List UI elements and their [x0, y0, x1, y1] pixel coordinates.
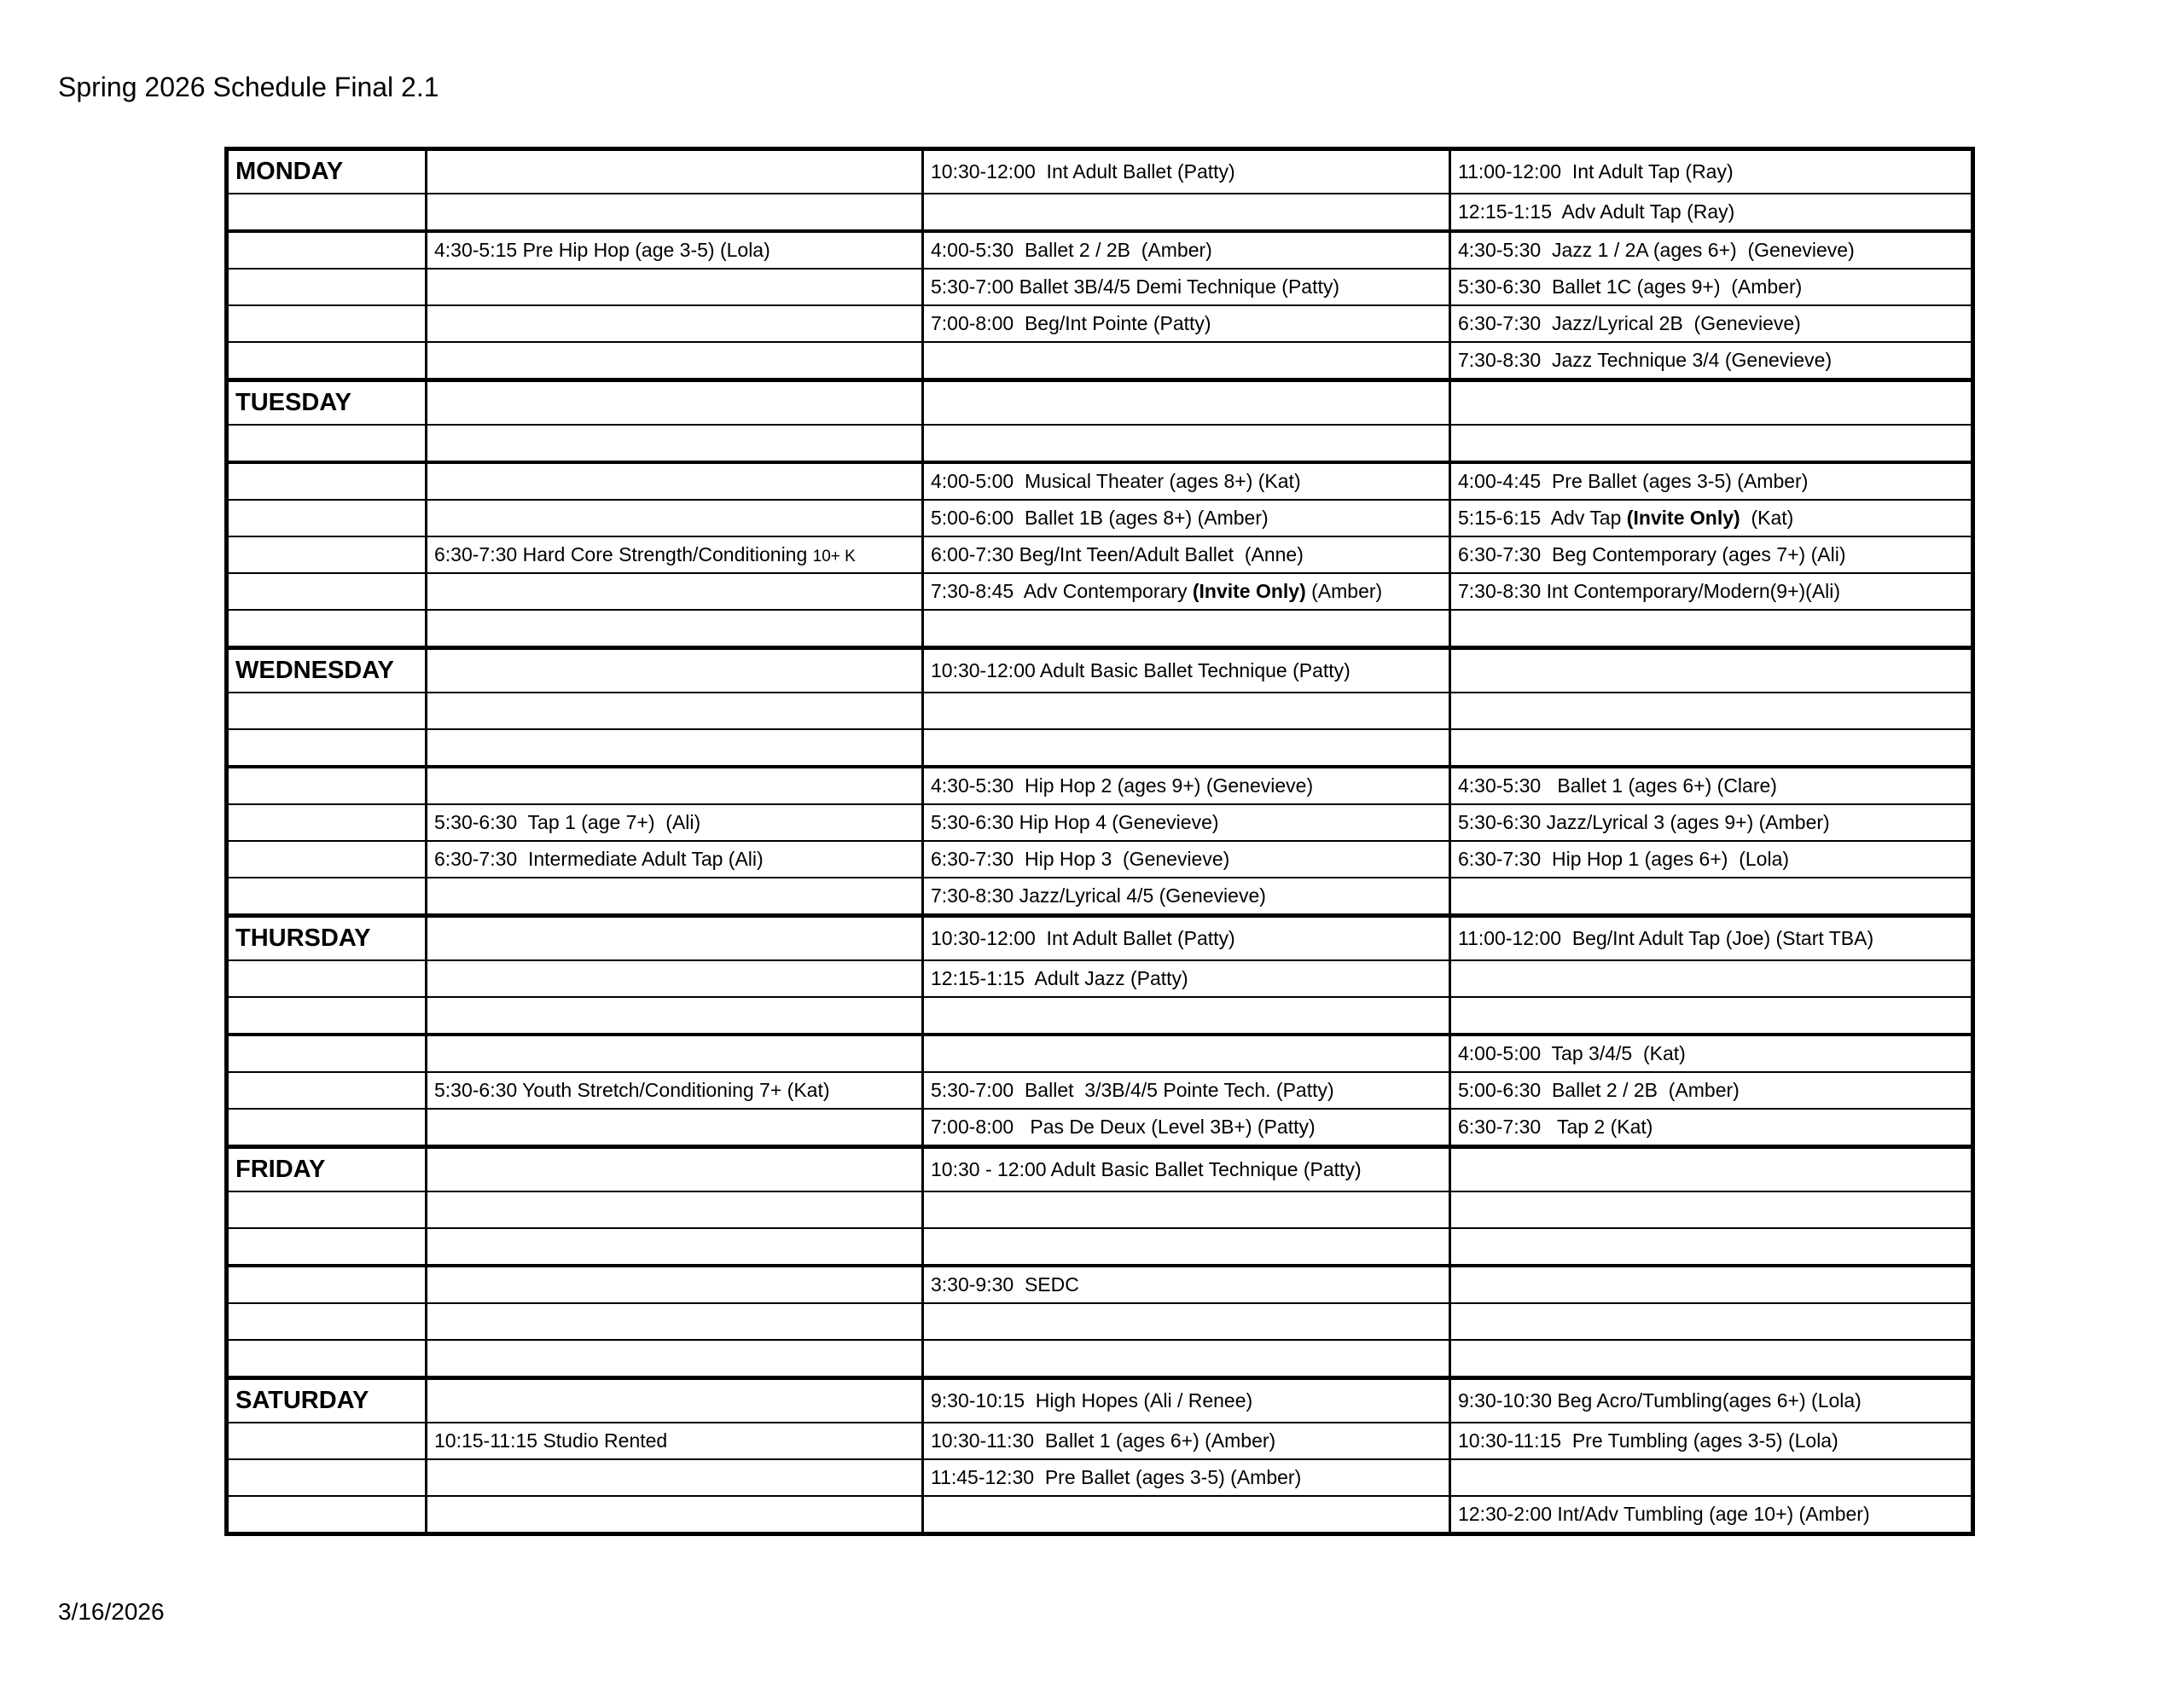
schedule-cell [227, 305, 427, 342]
schedule-cell [227, 1340, 427, 1378]
schedule-cell [227, 841, 427, 878]
table-row [227, 194, 1973, 231]
table-row [227, 1423, 1973, 1459]
schedule-cell [923, 1340, 1450, 1378]
table-row [227, 1303, 1973, 1340]
table-row [227, 573, 1973, 610]
schedule-cell [227, 960, 427, 997]
table-row [227, 462, 1973, 500]
table-row [227, 500, 1973, 536]
schedule-cell [427, 610, 923, 648]
schedule-table [224, 147, 1975, 1536]
schedule-cell: 4:00-5:00 Tap 3/4/5 (Kat) [1450, 1035, 1973, 1072]
schedule-cell [227, 1423, 427, 1459]
schedule-cell: 6:30-7:30 Intermediate Adult Tap (Ali) [427, 841, 923, 878]
table-row [227, 231, 1973, 269]
cell-text-segment: 6:30-7:30 Hard Core Strength/Conditioning [434, 542, 813, 565]
schedule-cell [427, 960, 923, 997]
schedule-cell: 4:30-5:15 Pre Hip Hop (age 3-5) (Lola) [427, 231, 923, 269]
schedule-cell [427, 1035, 923, 1072]
table-row [227, 729, 1973, 767]
table-row [227, 536, 1973, 573]
day-label: THURSDAY [227, 916, 427, 961]
schedule-cell [1450, 500, 1973, 536]
schedule-cell: 4:30-5:30 Ballet 1 (ages 6+) (Clare) [1450, 767, 1973, 804]
schedule-cell [427, 536, 923, 573]
schedule-cell [427, 305, 923, 342]
schedule-cell [1450, 1340, 1973, 1378]
schedule-cell: 5:30-6:30 Ballet 1C (ages 9+) (Amber) [1450, 269, 1973, 305]
schedule-cell [923, 610, 1450, 648]
schedule-cell [427, 1147, 923, 1192]
schedule-cell: 4:00-4:45 Pre Ballet (ages 3-5) (Amber) [1450, 462, 1973, 500]
schedule-cell: 10:30-12:00 Adult Basic Ballet Technique (Patty) [923, 648, 1450, 693]
table-row [227, 1378, 1973, 1423]
schedule-cell: 3:30-9:30 SEDC [923, 1266, 1450, 1303]
table-row [227, 767, 1973, 804]
schedule-cell [427, 693, 923, 729]
schedule-cell: 10:30 - 12:00 Adult Basic Ballet Technique (Patty) [923, 1147, 1450, 1192]
schedule-cell [923, 1191, 1450, 1228]
schedule-cell [227, 194, 427, 231]
schedule-cell: 10:30-11:15 Pre Tumbling (ages 3-5) (Lola) [1450, 1423, 1973, 1459]
schedule-cell [1450, 1303, 1973, 1340]
day-label: FRIDAY [227, 1147, 427, 1192]
schedule-cell [1450, 878, 1973, 916]
schedule-cell: 7:30-8:30 Jazz Technique 3/4 (Genevieve) [1450, 342, 1973, 380]
schedule-cell: 12:15-1:15 Adv Adult Tap (Ray) [1450, 194, 1973, 231]
schedule-cell [1450, 425, 1973, 462]
schedule-body [227, 149, 1973, 1534]
schedule-cell [427, 767, 923, 804]
table-row [227, 1035, 1973, 1072]
schedule-cell: 11:00-12:00 Int Adult Tap (Ray) [1450, 149, 1973, 194]
schedule-cell [1450, 997, 1973, 1035]
schedule-cell: 10:30-11:30 Ballet 1 (ages 6+) (Amber) [923, 1423, 1450, 1459]
schedule-cell [227, 1459, 427, 1496]
schedule-cell: 11:45-12:30 Pre Ballet (ages 3-5) (Amber) [923, 1459, 1450, 1496]
schedule-cell [227, 1266, 427, 1303]
schedule-cell [227, 997, 427, 1035]
schedule-cell [427, 380, 923, 426]
schedule-cell [427, 342, 923, 380]
schedule-cell [1450, 1147, 1973, 1192]
schedule-cell [227, 500, 427, 536]
schedule-cell: 7:00-8:00 Beg/Int Pointe (Patty) [923, 305, 1450, 342]
schedule-cell [227, 729, 427, 767]
schedule-cell [1450, 648, 1973, 693]
table-row [227, 305, 1973, 342]
schedule-cell [227, 231, 427, 269]
table-row [227, 1191, 1973, 1228]
schedule-cell: 5:00-6:30 Ballet 2 / 2B (Amber) [1450, 1072, 1973, 1109]
schedule-cell [227, 536, 427, 573]
schedule-cell [427, 1303, 923, 1340]
schedule-cell [227, 1109, 427, 1147]
schedule-cell [227, 1228, 427, 1266]
schedule-cell [427, 425, 923, 462]
schedule-cell [923, 1303, 1450, 1340]
page-title: Spring 2026 Schedule Final 2.1 [58, 72, 439, 102]
table-row [227, 804, 1973, 841]
table-row [227, 1072, 1973, 1109]
schedule-cell: 5:00-6:00 Ballet 1B (ages 8+) (Amber) [923, 500, 1450, 536]
cell-text-segment: (Amber) [1305, 579, 1383, 602]
schedule-cell [427, 269, 923, 305]
schedule-cell [227, 1035, 427, 1072]
schedule-cell [227, 878, 427, 916]
table-row [227, 648, 1973, 693]
schedule-cell [427, 729, 923, 767]
table-row [227, 1228, 1973, 1266]
table-row [227, 997, 1973, 1035]
table-row [227, 1340, 1973, 1378]
cell-text-segment: (Invite Only) [1626, 506, 1740, 529]
schedule-cell [923, 573, 1450, 610]
schedule-cell [427, 1340, 923, 1378]
schedule-cell: 5:30-6:30 Jazz/Lyrical 3 (ages 9+) (Amber) [1450, 804, 1973, 841]
schedule-cell [427, 194, 923, 231]
schedule-cell: 4:30-5:30 Hip Hop 2 (ages 9+) (Genevieve) [923, 767, 1450, 804]
schedule-cell [427, 573, 923, 610]
schedule-cell [427, 1378, 923, 1423]
schedule-cell [1450, 693, 1973, 729]
schedule-cell [1450, 1266, 1973, 1303]
schedule-cell: 6:30-7:30 Tap 2 (Kat) [1450, 1109, 1973, 1147]
schedule-cell: 12:15-1:15 Adult Jazz (Patty) [923, 960, 1450, 997]
table-row [227, 269, 1973, 305]
schedule-cell [427, 997, 923, 1035]
schedule-cell [1450, 610, 1973, 648]
schedule-cell [227, 1496, 427, 1534]
schedule-cell [1450, 380, 1973, 426]
table-row [227, 693, 1973, 729]
schedule-cell [427, 1109, 923, 1147]
schedule-cell [227, 693, 427, 729]
day-label: SATURDAY [227, 1378, 427, 1423]
schedule-cell [227, 269, 427, 305]
table-row [227, 960, 1973, 997]
table-row [227, 916, 1973, 961]
schedule-cell [427, 1459, 923, 1496]
schedule-cell [427, 648, 923, 693]
schedule-cell [227, 425, 427, 462]
schedule-cell: 4:00-5:00 Musical Theater (ages 8+) (Kat) [923, 462, 1450, 500]
schedule-cell [427, 916, 923, 961]
schedule-cell: 12:30-2:00 Int/Adv Tumbling (age 10+) (Amber) [1450, 1496, 1973, 1534]
day-label: MONDAY [227, 149, 427, 194]
cell-text-segment: (Invite Only) [1192, 579, 1306, 602]
schedule-cell: 5:30-7:00 Ballet 3/3B/4/5 Pointe Tech. (Patty) [923, 1072, 1450, 1109]
schedule-cell [923, 1035, 1450, 1072]
schedule-cell [427, 1228, 923, 1266]
schedule-cell [227, 1191, 427, 1228]
schedule-cell: 7:30-8:30 Int Contemporary/Modern(9+)(Ali) [1450, 573, 1973, 610]
table-row [227, 149, 1973, 194]
schedule-cell: 11:00-12:00 Beg/Int Adult Tap (Joe) (Start TBA) [1450, 916, 1973, 961]
schedule-cell [427, 878, 923, 916]
table-row [227, 342, 1973, 380]
table-row [227, 1109, 1973, 1147]
schedule-cell [1450, 729, 1973, 767]
schedule-cell [227, 462, 427, 500]
schedule-cell [923, 194, 1450, 231]
schedule-cell: 9:30-10:30 Beg Acro/Tumbling(ages 6+) (Lola) [1450, 1378, 1973, 1423]
footer-date: 3/16/2026 [58, 1598, 165, 1625]
schedule-cell [923, 1496, 1450, 1534]
schedule-cell [1450, 1191, 1973, 1228]
table-row [227, 1266, 1973, 1303]
schedule-cell: 5:30-7:00 Ballet 3B/4/5 Demi Technique (Patty) [923, 269, 1450, 305]
schedule-cell: 4:30-5:30 Jazz 1 / 2A (ages 6+) (Genevieve) [1450, 231, 1973, 269]
schedule-cell: 6:30-7:30 Hip Hop 3 (Genevieve) [923, 841, 1450, 878]
schedule-cell [427, 500, 923, 536]
table-row [227, 878, 1973, 916]
schedule-cell: 7:00-8:00 Pas De Deux (Level 3B+) (Patty) [923, 1109, 1450, 1147]
schedule-cell: 10:15-11:15 Studio Rented [427, 1423, 923, 1459]
table-row [227, 380, 1973, 426]
schedule-cell [923, 425, 1450, 462]
table-row [227, 1496, 1973, 1534]
schedule-cell: 7:30-8:30 Jazz/Lyrical 4/5 (Genevieve) [923, 878, 1450, 916]
schedule-cell [227, 804, 427, 841]
cell-text-segment: (Kat) [1740, 506, 1794, 529]
schedule-cell [923, 997, 1450, 1035]
schedule-cell: 6:30-7:30 Beg Contemporary (ages 7+) (Ali) [1450, 536, 1973, 573]
schedule-cell: 9:30-10:15 High Hopes (Ali / Renee) [923, 1378, 1450, 1423]
cell-text-segment: 7:30-8:45 Adv Contemporary [931, 579, 1193, 602]
schedule-cell [427, 462, 923, 500]
schedule-cell [427, 1496, 923, 1534]
table-row [227, 1459, 1973, 1496]
schedule-cell [227, 767, 427, 804]
schedule-cell: 10:30-12:00 Int Adult Ballet (Patty) [923, 149, 1450, 194]
schedule-cell [427, 1191, 923, 1228]
schedule-cell: 5:30-6:30 Youth Stretch/Conditioning 7+ (Kat) [427, 1072, 923, 1109]
schedule-cell [1450, 1459, 1973, 1496]
schedule-cell [923, 693, 1450, 729]
schedule-cell [227, 342, 427, 380]
schedule-cell [923, 1228, 1450, 1266]
schedule-cell: 10:30-12:00 Int Adult Ballet (Patty) [923, 916, 1450, 961]
schedule-cell [227, 610, 427, 648]
table-row [227, 610, 1973, 648]
day-label: TUESDAY [227, 380, 427, 426]
schedule-cell [227, 1072, 427, 1109]
schedule-cell: 5:30-6:30 Hip Hop 4 (Genevieve) [923, 804, 1450, 841]
schedule-cell: 6:30-7:30 Hip Hop 1 (ages 6+) (Lola) [1450, 841, 1973, 878]
schedule-cell [1450, 1228, 1973, 1266]
schedule-cell: 6:30-7:30 Jazz/Lyrical 2B (Genevieve) [1450, 305, 1973, 342]
schedule-cell [227, 1303, 427, 1340]
schedule-cell [427, 149, 923, 194]
schedule-cell: 4:00-5:30 Ballet 2 / 2B (Amber) [923, 231, 1450, 269]
schedule-cell [923, 729, 1450, 767]
schedule-cell [923, 380, 1450, 426]
schedule-cell [427, 1266, 923, 1303]
schedule-cell [227, 573, 427, 610]
schedule-cell: 6:00-7:30 Beg/Int Teen/Adult Ballet (Anne) [923, 536, 1450, 573]
schedule-cell: 5:30-6:30 Tap 1 (age 7+) (Ali) [427, 804, 923, 841]
schedule-cell [1450, 960, 1973, 997]
table-row [227, 425, 1973, 462]
schedule-cell [923, 342, 1450, 380]
cell-text-segment: 5:15-6:15 Adv Tap [1458, 506, 1627, 529]
cell-text-segment: 10+ K [812, 547, 856, 565]
table-row [227, 841, 1973, 878]
table-row [227, 1147, 1973, 1192]
day-label: WEDNESDAY [227, 648, 427, 693]
